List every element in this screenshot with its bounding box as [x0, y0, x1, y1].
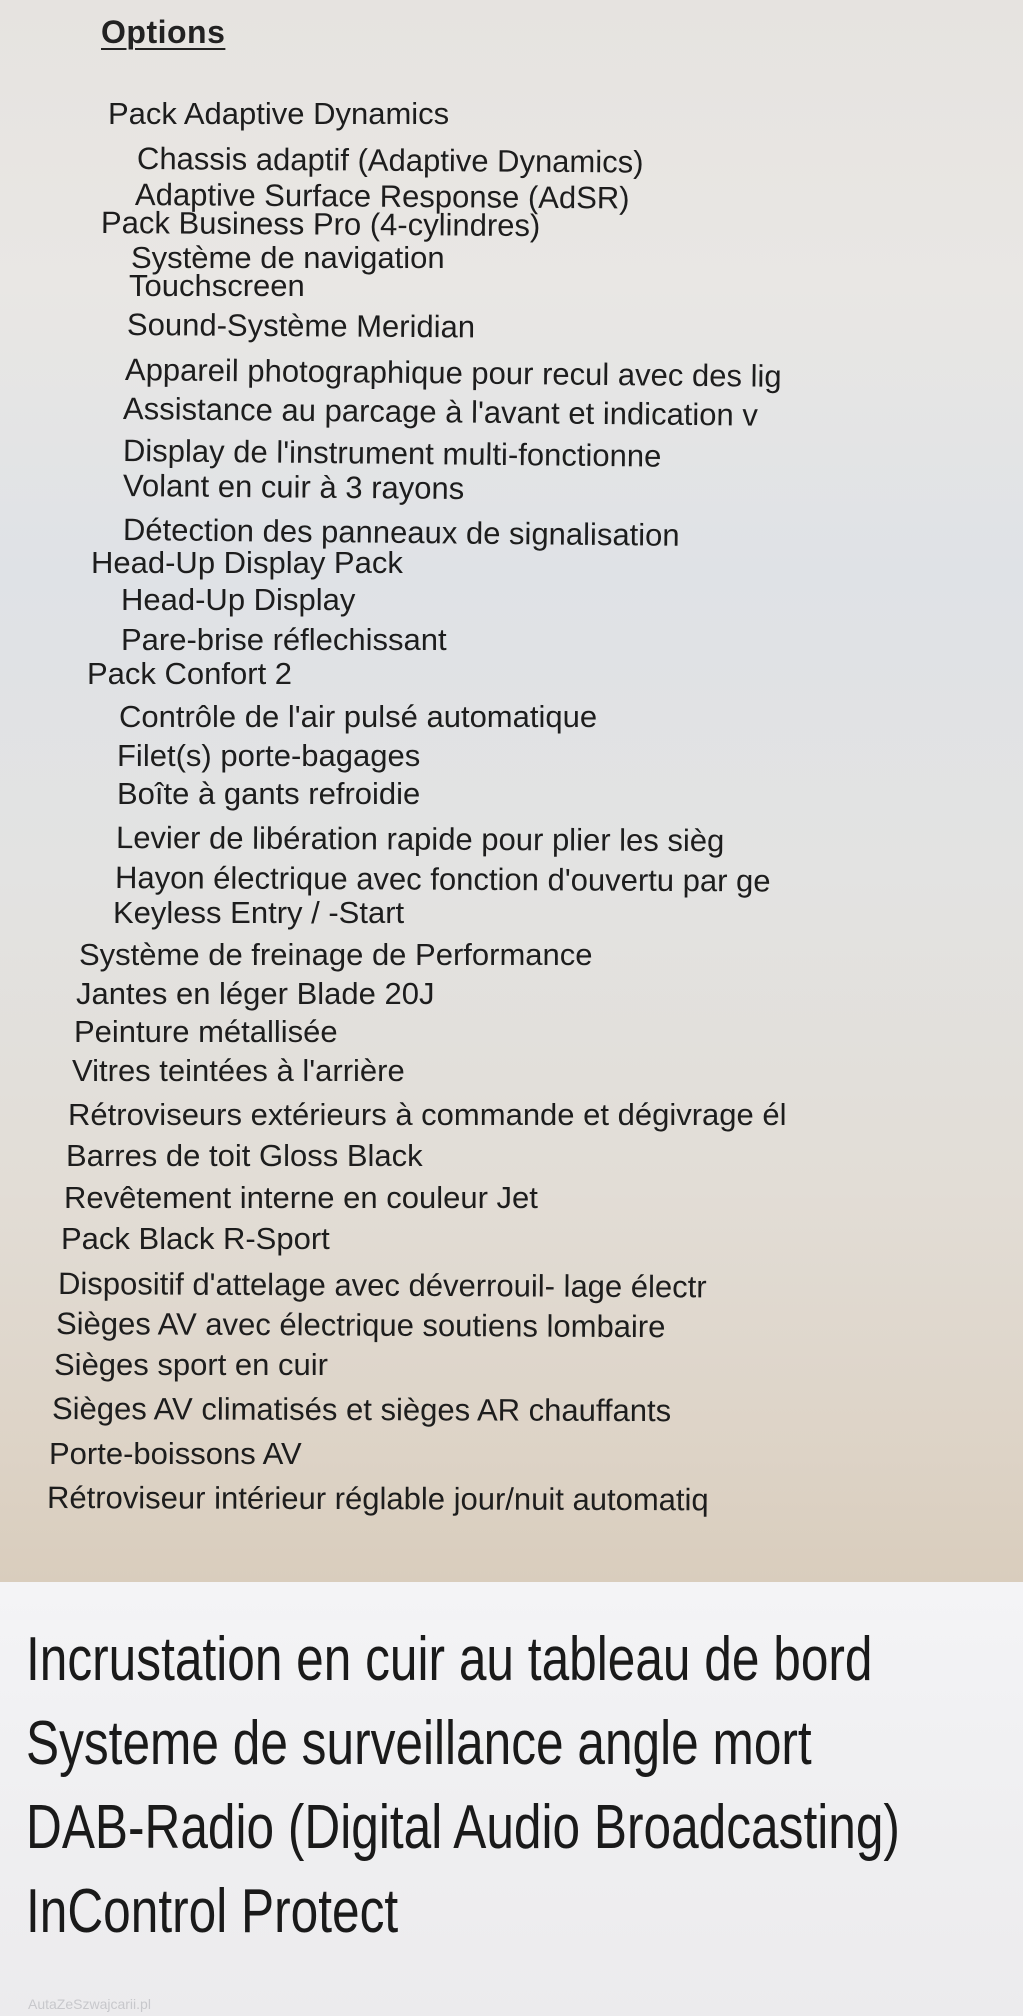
option-item: Jantes en léger Blade 20J: [76, 976, 435, 1011]
option-item: Revêtement interne en couleur Jet: [64, 1180, 538, 1215]
extra-option-item: DAB-Radio (Digital Audio Broadcasting): [26, 1793, 900, 1862]
option-item: Volant en cuir à 3 rayons: [122, 468, 465, 506]
option-item: Sièges sport en cuir: [54, 1347, 328, 1382]
option-item: Sièges AV avec électrique soutiens lombaire: [55, 1306, 666, 1345]
extra-option-item: Systeme de surveillance angle mort: [26, 1709, 812, 1778]
option-item: Levier de libération rapide pour plier les sièg: [115, 820, 725, 859]
option-item: Pack Confort 2: [87, 656, 293, 691]
extra-option-item: InControl Protect: [26, 1877, 399, 1946]
option-item: Filet(s) porte-bagages: [117, 738, 421, 773]
option-item: Pack Black R-Sport: [61, 1221, 330, 1256]
option-item: Rétroviseur intérieur réglable jour/nuit automatiq: [46, 1480, 709, 1518]
extra-option-item: Incrustation en cuir au tableau de bord: [26, 1625, 873, 1694]
option-item: Hayon électrique avec fonction d'ouvertu par ge: [114, 860, 771, 899]
option-item: Pack Adaptive Dynamics: [108, 96, 450, 131]
option-item: Dispositif d'attelage avec déverrouil- lage électr: [57, 1266, 707, 1305]
option-item: Boîte à gants refroidie: [117, 776, 421, 811]
option-item: Porte-boissons AV: [49, 1436, 302, 1471]
extra-options-panel: [0, 1582, 1023, 2016]
option-item: Assistance au parcage à l'avant et indication v: [122, 391, 759, 433]
option-item: Système de freinage de Performance: [79, 937, 593, 972]
option-item: Système de navigation: [131, 240, 445, 275]
option-item: Contrôle de l'air pulsé automatique: [119, 699, 598, 734]
option-item: Appareil photographique pour recul avec des lig: [124, 352, 782, 394]
option-item: Rétroviseurs extérieurs à commande et dégivrage él: [68, 1097, 787, 1132]
option-item: Barres de toit Gloss Black: [66, 1138, 423, 1173]
option-item: Display de l'instrument multi-fonctionne: [122, 433, 662, 474]
option-item: Chassis adaptif (Adaptive Dynamics): [136, 141, 644, 180]
option-item: Sound-Système Meridian: [126, 307, 476, 345]
option-item: Peinture métallisée: [74, 1014, 338, 1049]
option-item: Sièges AV climatisés et sièges AR chauffants: [51, 1391, 672, 1429]
option-item: Pare-brise réflechissant: [121, 622, 447, 657]
option-item: Head-Up Display Pack: [91, 545, 403, 580]
option-item: Adaptive Surface Response (AdSR): [134, 177, 630, 216]
option-item: Head-Up Display: [121, 582, 356, 617]
option-item: Touchscreen: [129, 268, 305, 303]
option-item: Détection des panneaux de signalisation: [122, 512, 680, 553]
option-item: Pack Business Pro (4-cylindres): [100, 205, 541, 244]
option-item: Vitres teintées à l'arrière: [72, 1053, 405, 1088]
options-title: Options: [101, 14, 226, 50]
option-item: Keyless Entry / -Start: [113, 895, 405, 930]
watermark: AutaZeSzwajcarii.pl: [28, 1996, 151, 2012]
